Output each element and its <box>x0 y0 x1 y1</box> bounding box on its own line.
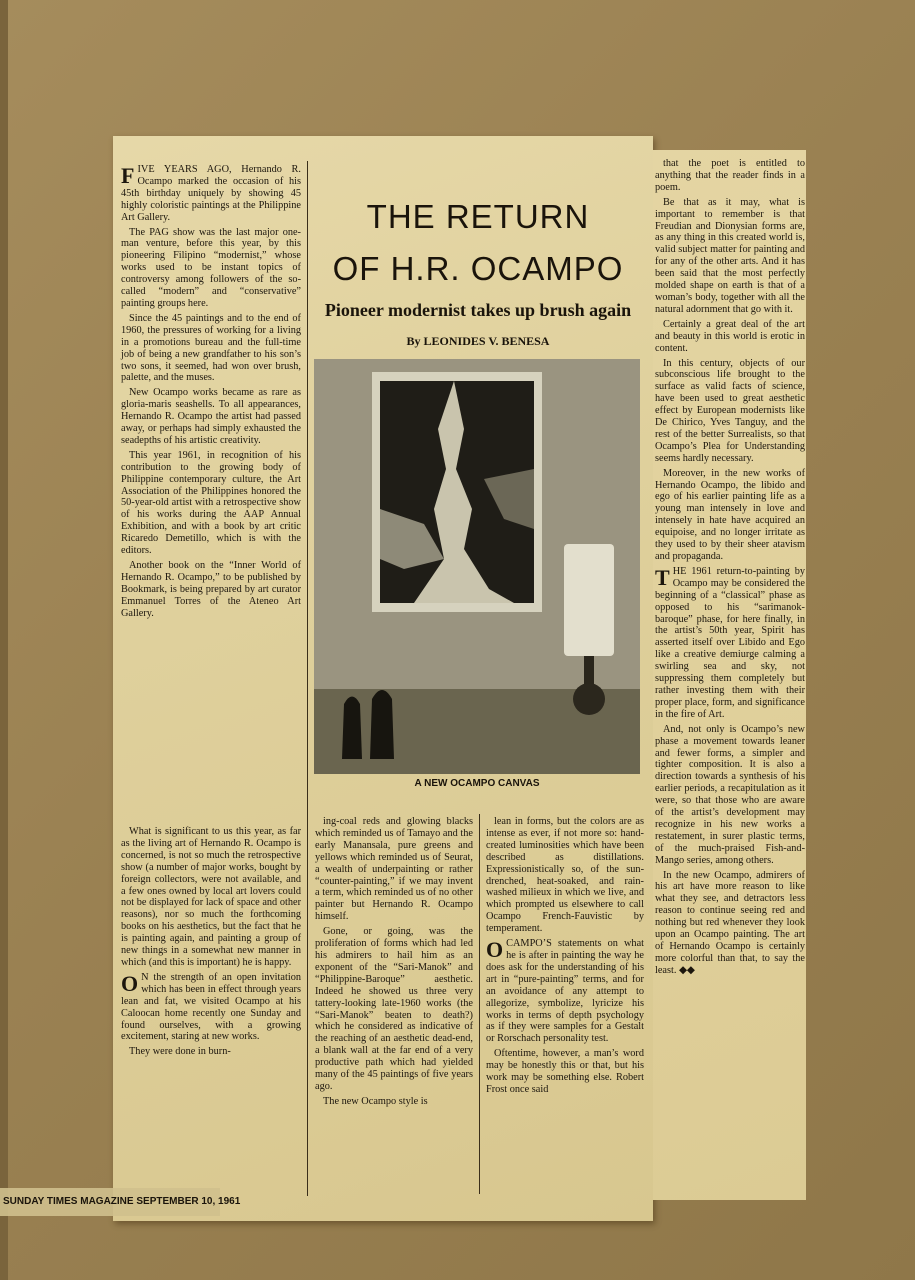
publication-footer: SUNDAY TIMES MAGAZINE SEPTEMBER 10, 1961 <box>3 1196 241 1207</box>
paragraph <box>655 566 805 721</box>
headline-line-2: OF H.R. OCAMPO <box>332 250 624 287</box>
paragraph-text: In the new Ocampo, admirers of his art have more reason to like what they see, and detractors less reason to continue seeing red and nothing but red whenever they look upon an Ocampo painting. The art of Hernando Ocampo is certainly more colorful than that, to say the least. ◆◆ <box>655 869 805 976</box>
paragraph <box>486 816 644 935</box>
paragraph-text: ing-coal reds and glowing blacks which reminded us of Tamayo and the early Manansala, pure greens and yellows which reminded us of Seurat, a wealth of underpainting or rather “counter-painting,” if we may invent a term, which reminded us of no other painter but Hernando R. Ocampo himself. <box>315 816 473 923</box>
headline <box>303 191 653 295</box>
paragraph-text: HE 1961 return-to-painting by Ocampo may be considered the beginning of a “classical” phase as opposed to his “sarimanok-baroque” phase, for here finally, in the artist’s 50th year, Spirit has asserted itself over Libido and Ego like a creative demiurge calming a swirling sea and sky, not suppressing them completely but rather investing them with their proper place, form, and significance in the fire of Art. <box>655 565 805 720</box>
painting-photo <box>314 359 640 774</box>
paragraph <box>121 313 301 384</box>
paragraph-text: New Ocampo works became as rare as gloria-maris seashells. To all appearances, Hernando R. Ocampo the artist had passed away, or perhaps had simply exhausted the seadepths of his artistic creativity. <box>121 387 301 446</box>
paragraph <box>121 164 301 224</box>
paragraph <box>655 724 805 867</box>
paragraph-text: What is significant to us this year, as far as the living art of Hernando R. Ocampo is concerned, is not so much the retrospective show (a number of major works, bought by foreign collectors, were not available, and a few ones owned by local art lovers could not be displayed for lack of space and other reasons), nor so much the forthcoming books on his aesthetics, but the fact that he is painting again, and painting a group of new things in a somewhat new manner in which (and this is important) he is happy. <box>121 826 301 968</box>
column-4 <box>655 158 805 980</box>
paragraph <box>486 1048 644 1096</box>
clipping-page <box>113 136 653 1221</box>
paragraph <box>655 319 805 355</box>
painting-photo-illustration <box>314 359 640 774</box>
column-rule <box>479 814 480 1194</box>
paragraph <box>655 197 805 316</box>
paragraph-text: The PAG show was the last major one-man venture, before this year, by this pioneering Filipino “modernist,” whose works used to be instant topics of controversy among followers of the so-called “modern” and “conservative” painting groups here. <box>121 226 301 309</box>
column-2 <box>315 816 473 1111</box>
paragraph-text: Gone, or going, was the proliferation of forms which had led his admirers to hail him as an exponent of the “Sari-Manok” and “Philippine-Baroque” aesthetic. Indeed he showed us three very tattery-looking late-1960 works (the “Sari-Manok” beaten to death?) which he considered as indicative of the reaching of an aesthetic dead-end, a blank wall at the far end of a very productive path which had yielded many of the 45 paintings of five years ago. <box>315 926 473 1092</box>
board-edge <box>0 0 8 1280</box>
paragraph-text: N the strength of an open invitation which has been in effect through years lean and fat, we visited Ocampo at his Caloocan home recently one Sunday and found ourselves, with a growing excitement, staring at new works. <box>121 971 301 1043</box>
paragraph-text: Be that as it may, what is important to remember is that Freudian and Dionysian forms are, as any thing in this created world is, valid subject matter for painting and for any of the other arts. And it has been said that the most perfectly molded shape on earth is that of a woman’s body, together with all the natural adornment that go with it. <box>655 196 805 315</box>
subheadline: Pioneer modernist takes up brush again <box>324 300 632 320</box>
paragraph <box>486 938 644 1045</box>
paragraph-text: that the poet is entitled to anything that the reader finds in a poem. <box>655 158 805 193</box>
drop-cap: O <box>486 937 504 963</box>
paragraph <box>655 870 805 977</box>
paragraph-text: Since the 45 paintings and to the end of 1960, the pressures of working for a living in a promotions bureau and the full-time job of being a new grandfather to his son’s two sons, it seemed, had won over brush, palette, and the muses. <box>121 312 301 384</box>
paragraph <box>655 468 805 563</box>
paragraph <box>121 972 301 1043</box>
paragraph <box>315 816 473 923</box>
paragraph <box>655 158 805 194</box>
paragraph-text: They were done in burn- <box>129 1046 231 1058</box>
headline-line-1: THE RETURN <box>366 198 590 235</box>
drop-cap: O <box>121 970 139 996</box>
byline: By LEONIDES V. BENESA <box>406 334 550 348</box>
paragraph-text: IVE YEARS AGO, Hernando R. Ocampo marked the occasion of his 45th birthday uniquely by showing 45 highly coloristic paintings at the Philippine Art Gallery. <box>121 164 301 223</box>
column-1-bottom <box>121 826 301 1061</box>
paragraph-text: CAMPO’S statements on what he is after in painting the way he does ask for the understanding of his art in “pure-painting” terms, and for an avoidance of any attempt to allegorize, symbolize, lyricize his works in terms of depth psychology as if they were samples for a Gestalt or Rorschach personality test. <box>486 938 644 1045</box>
paragraph <box>315 926 473 1093</box>
paragraph-text: The new Ocampo style is <box>323 1095 428 1107</box>
paragraph <box>121 387 301 447</box>
paragraph-text: Another book on the “Inner World of Hernando R. Ocampo,” to be published by Bookmark, is being prepared by art curator Emmanuel Torres of the Ateneo Art Gallery. <box>121 560 301 619</box>
paragraph <box>315 1096 473 1108</box>
paragraph <box>121 227 301 310</box>
paragraph <box>655 358 805 465</box>
clipping-page-right <box>653 150 806 1200</box>
paragraph-text: Oftentime, however, a man’s word may be honestly this or that, but his work may be something else. Robert Frost once said <box>486 1048 644 1095</box>
photo-caption: A NEW OCAMPO CANVAS <box>414 778 540 789</box>
paragraph-text: This year 1961, in recognition of his contribution to the growing body of Philippine contemporary culture, the Art Association of the Philippines honored the 50-year-old artist with a retrospective show of his works during the AAP Annual Exhibition, and with a book by art critic Ricaredo Demetillo, which is with the editors. <box>121 449 301 557</box>
paragraph-text: In this century, objects of our subconscious life brought to the surface as valid facts of science, have been used to great aesthetic effect by European modernists like De Chirico, Yves Tanguy, and the rest of the better Surrealists, so that Ocampo’s Plea for Understanding seems hardly necessary. <box>655 357 805 464</box>
paragraph <box>121 450 301 557</box>
drop-cap: F <box>121 163 135 188</box>
paragraph <box>121 560 301 620</box>
paragraph <box>121 1046 301 1058</box>
paragraph <box>121 826 301 969</box>
paragraph-text: Certainly a great deal of the art and beauty in this world is erotic in content. <box>655 318 805 354</box>
drop-cap: T <box>655 564 670 590</box>
column-3 <box>486 816 644 1099</box>
paragraph-text: And, not only is Ocampo’s new phase a movement towards leaner and fewer forms, a simpler and tighter composition. It is also a direction towards a synthesis of his earlier periods, a recapitulation as it were, so that those who are aware of the artist’s development may recognize in his new works a restatement, in surer plastic terms, of the much-praised Fish-and-Mango series, among others. <box>655 723 805 866</box>
column-1 <box>121 164 301 623</box>
paragraph-text: Moreover, in the new works of Hernando Ocampo, the libido and ego of his earlier painting life as a young man intensely in love and intensely in hate have acquired an equipoise, and no longer irritate as they used to by their sheer atavism and propaganda. <box>655 467 805 562</box>
paragraph-text: lean in forms, but the colors are as intense as ever, if not more so: hand-created luminosities which have been described as distillations. Expressionistically so, of the sun-drenched, heat-soaked, and rain-washed milieux in which we live, and which prompted us elsewhere to call Ocampo French-Fauvistic by temperament. <box>486 816 644 935</box>
